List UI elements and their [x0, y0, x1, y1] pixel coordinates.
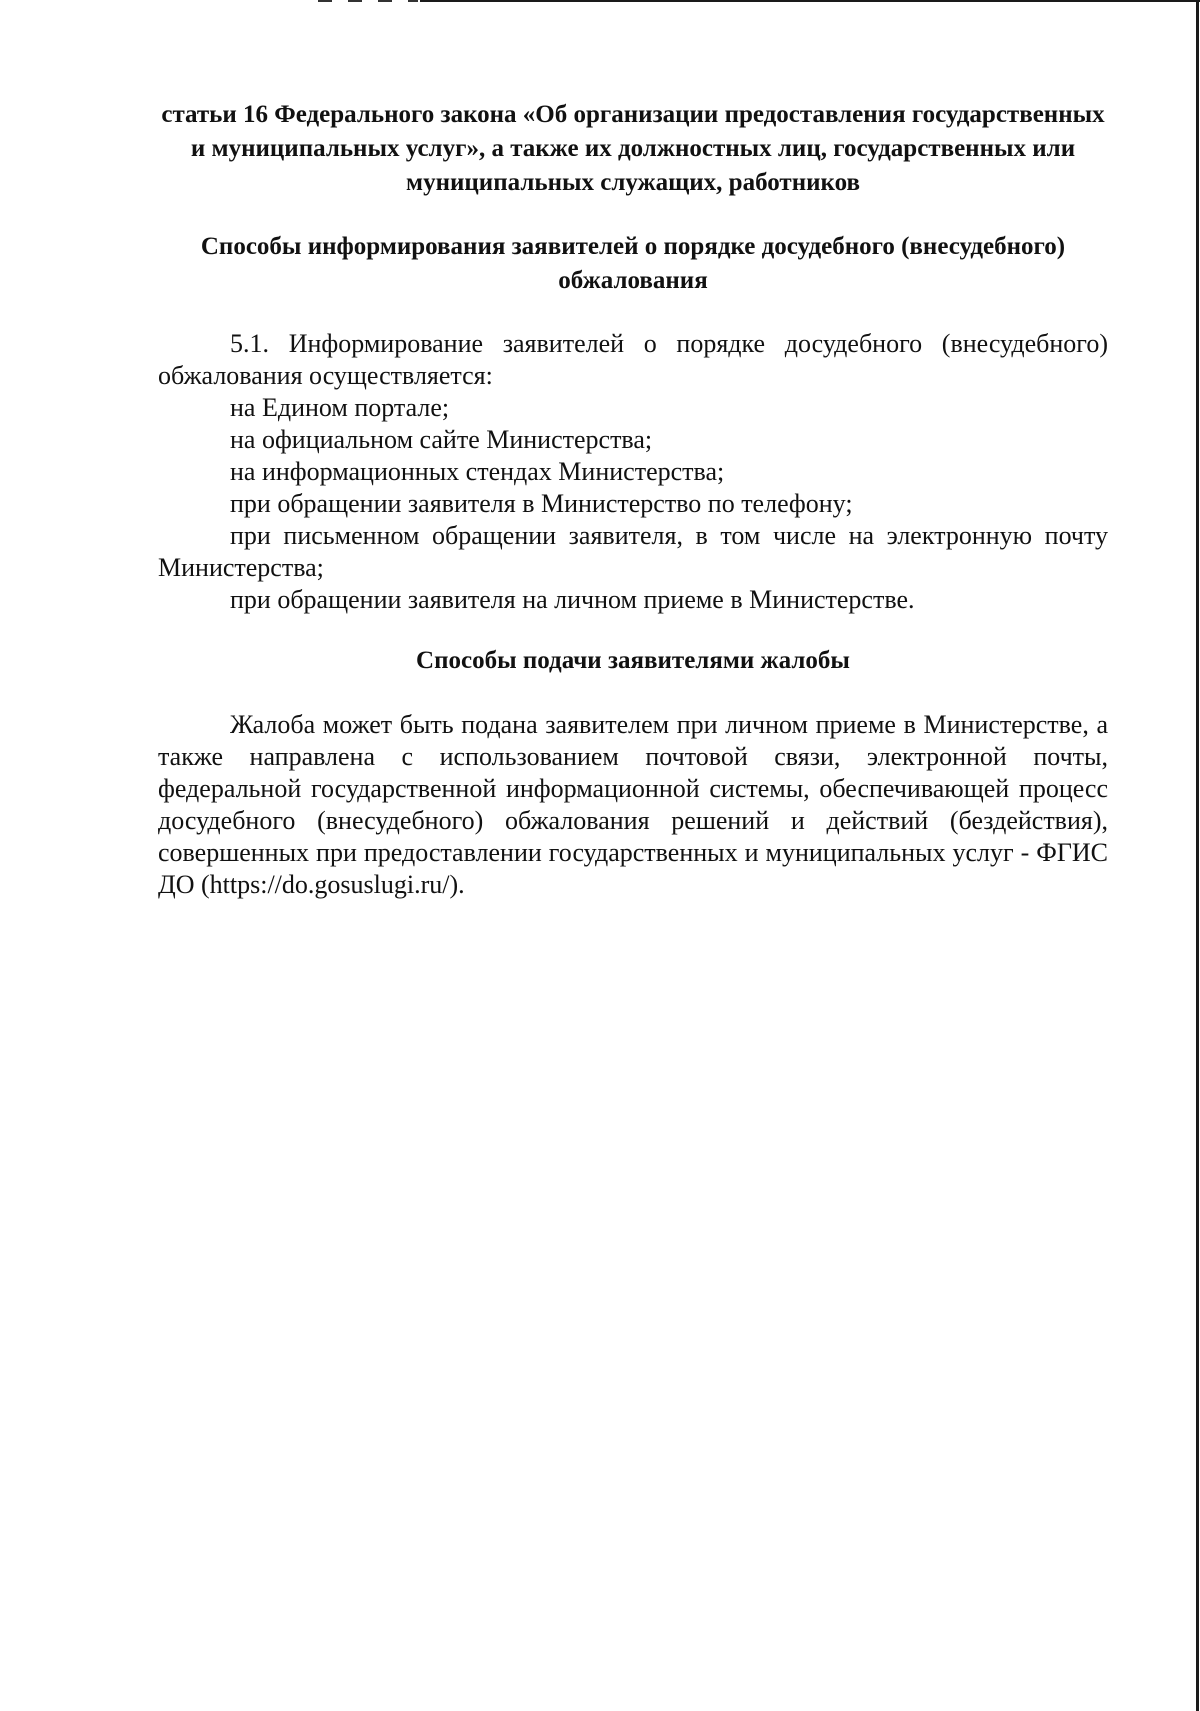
list-item: на официальном сайте Министерства; [230, 425, 653, 454]
inform-methods-list [158, 392, 1108, 616]
scan-artifact-right-line [1196, 0, 1199, 1711]
list-item: на информационных стендах Министерства; [230, 457, 725, 486]
paragraph-5-1: 5.1. Информирование заявителей о порядке досудебного (внесудебного) обжалования осуществляется: [158, 329, 1108, 390]
list-item: при обращении заявителя в Министерство по телефону; [230, 489, 853, 518]
section-heading-inform: Способы информирования заявителей о порядке досудебного (внесудебного) обжалования [200, 233, 1066, 294]
section-heading-submit: Способы подачи заявителями жалобы [416, 647, 850, 674]
list-item: при обращении заявителя на личном приеме в Министерстве. [230, 585, 915, 614]
intro-heading: статьи 16 Федерального закона «Об организации предоставления государственных и муниципальных услуг», а также их должностных лиц, государственных или муниципальных служащих, работников [161, 101, 1105, 196]
list-item: на Едином портале; [230, 393, 450, 422]
scan-artifact-top-specks [318, 0, 418, 2]
list-item: при письменном обращении заявителя, в том числе на электронную почту Министерства; [158, 521, 1108, 582]
paragraph-complaint: Жалоба может быть подана заявителем при личном приеме в Министерстве, а также направлена с использованием почтовой связи, электронной почты, федеральной государственной информационной системы, обеспечивающей процесс досудебного (внесудебного) обжалования решений и действий (бездействия), совершенных при предоставлении государственных и муниципальных услуг - ФГИС ДО (https://do.gosuslugi.ru/). [158, 710, 1108, 899]
scan-artifact-top-line [420, 0, 1200, 2]
document-page [158, 98, 1108, 901]
